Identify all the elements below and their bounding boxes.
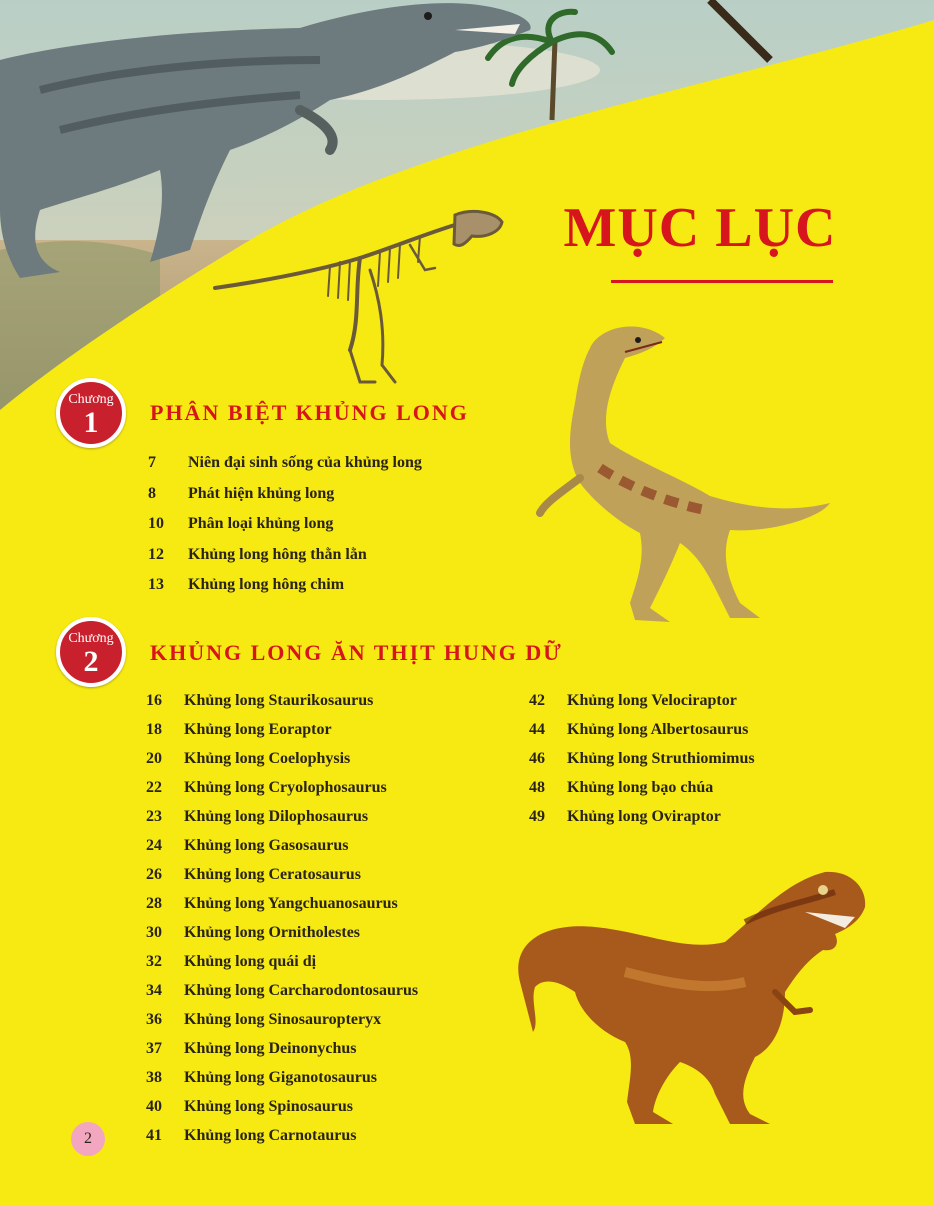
toc-label: Khủng long Ceratosaurus <box>184 866 361 883</box>
toc-page-number: 24 <box>146 837 162 854</box>
toc-page-number: 37 <box>146 1040 162 1057</box>
chapter-number: 2 <box>83 645 99 678</box>
toc-page-number: 49 <box>529 808 545 825</box>
toc-entry[interactable] <box>146 953 418 982</box>
toc-label: Khủng long Yangchuanosaurus <box>184 895 398 912</box>
chapter-1-entries <box>148 454 422 607</box>
toc-label: Khủng long Giganotosaurus <box>184 1069 377 1086</box>
toc-label: Khủng long Deinonychus <box>184 1040 357 1057</box>
toc-entry[interactable] <box>529 692 755 721</box>
toc-label: Khủng long Cryolophosaurus <box>184 779 387 796</box>
toc-page-number: 22 <box>146 779 162 796</box>
toc-label: Khủng long Spinosaurus <box>184 1098 353 1115</box>
toc-page-number: 32 <box>146 953 162 970</box>
toc-entry[interactable] <box>146 808 418 837</box>
toc-label: Khủng long quái dị <box>184 953 317 970</box>
toc-label: Khủng long Gasosaurus <box>184 837 349 854</box>
toc-entry[interactable] <box>146 837 418 866</box>
toc-entry[interactable] <box>146 1098 418 1127</box>
toc-entry[interactable] <box>148 546 422 577</box>
chapter-word: Chương <box>68 392 114 407</box>
toc-page-number: 23 <box>146 808 162 825</box>
toc-entry[interactable] <box>146 895 418 924</box>
toc-label: Khủng long Dilophosaurus <box>184 808 369 825</box>
toc-entry[interactable] <box>146 924 418 953</box>
toc-label: Khủng long Oviraptor <box>567 808 721 825</box>
toc-label: Khủng long Carnotaurus <box>184 1127 357 1144</box>
toc-label: Khủng long Struthiomimus <box>567 750 755 767</box>
toc-entry[interactable] <box>146 750 418 779</box>
page-number-badge: 2 <box>71 1122 105 1156</box>
toc-page-number: 12 <box>148 545 164 563</box>
toc-entry[interactable] <box>148 485 422 516</box>
chapter-number: 1 <box>83 406 99 439</box>
toc-page-number: 48 <box>529 779 545 796</box>
toc-entry[interactable] <box>146 982 418 1011</box>
skeleton-illustration <box>210 200 510 390</box>
toc-page-number: 10 <box>148 515 164 532</box>
toc-page-number: 40 <box>146 1098 162 1115</box>
toc-page-number: 46 <box>529 750 545 767</box>
toc-label: Khủng long hông thằn lằn <box>188 545 367 563</box>
toc-page-number: 26 <box>146 866 162 883</box>
toc-label: Khủng long Carcharodontosaurus <box>184 982 419 999</box>
toc-entry[interactable] <box>148 515 422 546</box>
toc-entry[interactable] <box>146 721 418 750</box>
toc-label: Khủng long Staurikosaurus <box>184 692 374 709</box>
chapter-badge-2 <box>56 617 126 687</box>
toc-label: Khủng long Eoraptor <box>184 721 332 738</box>
toc-entry[interactable] <box>529 779 755 808</box>
toc-page-number: 7 <box>148 454 156 471</box>
chapter-word: Chương <box>68 631 114 646</box>
tyrannosaurus-illustration <box>505 862 875 1132</box>
toc-entry[interactable] <box>148 454 422 485</box>
toc-label: Khủng long Ornitholestes <box>184 924 361 941</box>
chapter-1-title: PHÂN BIỆT KHỦNG LONG <box>150 400 469 425</box>
toc-entry[interactable] <box>146 866 418 895</box>
toc-label: Khủng long Velociraptor <box>567 692 737 709</box>
toc-entry[interactable] <box>146 1011 418 1040</box>
toc-entry[interactable] <box>146 1040 418 1069</box>
toc-label: Phân loại khủng long <box>188 515 334 532</box>
toc-label: Khủng long hông chim <box>188 576 345 593</box>
toc-entry[interactable] <box>148 576 422 607</box>
toc-entry[interactable] <box>529 808 755 837</box>
toc-entry[interactable] <box>146 1069 418 1098</box>
toc-page-number: 13 <box>148 576 164 593</box>
toc-label: Phát hiện khủng long <box>188 484 335 502</box>
toc-page-number: 16 <box>146 692 162 709</box>
chapter-2-title: KHỦNG LONG ĂN THỊT HUNG DỮ <box>150 640 563 665</box>
toc-label: Khủng long Coelophysis <box>184 750 351 767</box>
toc-label: Khủng long bạo chúa <box>567 779 714 796</box>
toc-label: Khủng long Albertosaurus <box>567 721 749 738</box>
toc-label: Khủng long Sinosauropteryx <box>184 1011 382 1028</box>
toc-entry[interactable] <box>146 692 418 721</box>
toc-page-number: 20 <box>146 750 162 767</box>
chapter-2-entries-right <box>529 692 755 837</box>
toc-page-number: 34 <box>146 982 162 999</box>
toc-page-number: 36 <box>146 1011 162 1028</box>
toc-entry[interactable] <box>146 1127 418 1156</box>
toc-page-number: 8 <box>148 484 156 502</box>
chapter-badge-1 <box>56 378 126 448</box>
toc-page-number: 28 <box>146 895 162 912</box>
toc-page-number: 41 <box>146 1127 162 1144</box>
toc-page-number: 44 <box>529 721 545 738</box>
toc-page-number: 42 <box>529 692 545 709</box>
toc-entry[interactable] <box>529 750 755 779</box>
toc-entry[interactable] <box>146 779 418 808</box>
chapter-2-entries-left <box>146 692 418 1156</box>
toc-page-number: 18 <box>146 721 162 738</box>
toc-page-number: 38 <box>146 1069 162 1086</box>
toc-page-number: 30 <box>146 924 162 941</box>
page-title: MỤC LỤC <box>563 197 837 259</box>
title-underline <box>611 280 833 283</box>
toc-entry[interactable] <box>529 721 755 750</box>
toc-label: Niên đại sinh sống của khủng long <box>188 454 422 471</box>
coelophysis-illustration <box>530 318 850 638</box>
